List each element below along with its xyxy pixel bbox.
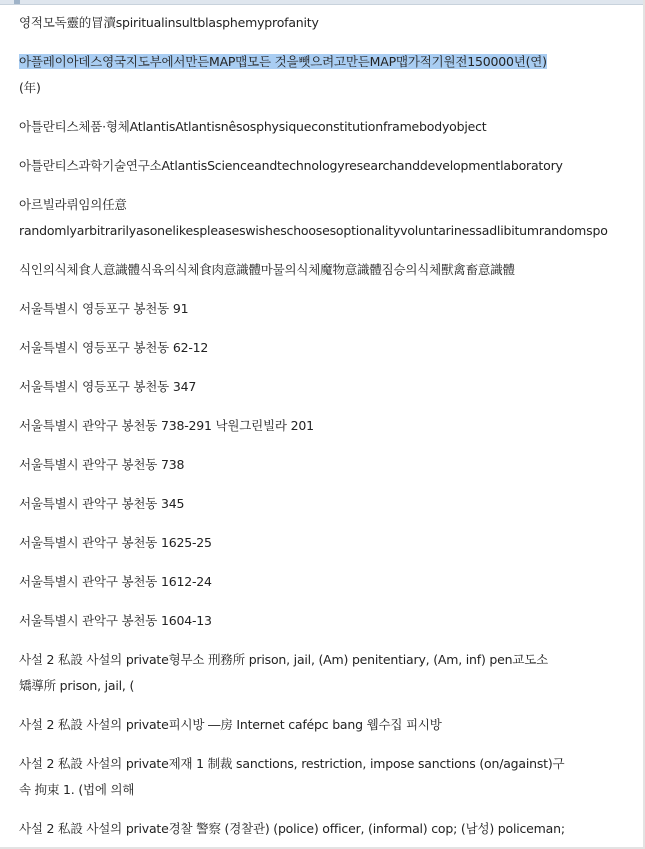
text-line: 아틀란티스과학기술연구소AtlantisScienceandtechnologyresearchanddevelopmentlaboratory [19, 158, 563, 173]
dictionary-line: 사설 2 私設 사설의 private피시방 ―房 Internet cafépc bang 웹수집 피시방 [19, 717, 442, 732]
dictionary-line: 사설 2 私設 사설의 private형무소 刑務所 prison, jail, (Am) penitentiary, (Am, inf) pen교도소 [19, 652, 548, 667]
dictionary-line: 속 拘束 1. (법에 의해 [19, 782, 135, 797]
dictionary-line: 矯導所 prison, jail, ( [19, 678, 135, 693]
address-line: 서울특별시 영등포구 봉천동 91 [19, 301, 189, 316]
address-line: 서울특별시 영등포구 봉천동 347 [19, 379, 197, 394]
dictionary-line: 사설 2 私設 사설의 private경찰 警察 (경찰관) (police) officer, (informal) cop; (남성) policeman; [19, 821, 565, 836]
address-line: 서울특별시 관악구 봉천동 1612-24 [19, 574, 212, 589]
address-line: 서울특별시 관악구 봉천동 738 [19, 457, 185, 472]
address-line: 서울특별시 관악구 봉천동 345 [19, 496, 185, 511]
dictionary-line: 사설 2 私設 사설의 private제재 1 制裁 sanctions, restriction, impose sanctions (on/against)구 [19, 756, 565, 771]
text-line-selected[interactable] [19, 49, 619, 75]
address-line: 서울특별시 영등포구 봉천동 62-12 [19, 340, 209, 355]
text-line: 식인의식체食人意識體식육의식체食肉意識體마물의식체魔物意識體짐승의식체獸禽畜意識體 [19, 262, 515, 277]
top-ruler-strip [0, 0, 645, 5]
address-line: 서울특별시 관악구 봉천동 1604-13 [19, 613, 212, 628]
text-line: 아르빌라뤼임의任意 [19, 197, 127, 212]
ruler-marker [14, 0, 20, 4]
address-line: 서울특별시 관악구 봉천동 1625-25 [19, 535, 212, 550]
selection-highlight[interactable]: 아플레이아데스영국지도부에서만든MAP맵모든 것을뺏으려고만든MAP맵가적기원전150000년(연) [19, 54, 547, 69]
text-line: 영적모독靈的冒瀆spiritualinsultblasphemyprofanity [19, 15, 319, 30]
text-line: randomlyarbitrarilyasonelikespleaseswisheschoosesoptionalityvoluntarinessadlibitumrandomspo [19, 223, 608, 238]
text-line: (年) [19, 80, 41, 95]
address-line: 서울특별시 관악구 봉천동 738-291 낙원그린빌라 201 [19, 418, 314, 433]
text-line: 아틀란티스체품·형체AtlantisAtlantisnêsosphysiqueconstitutionframebodyobject [19, 119, 487, 134]
